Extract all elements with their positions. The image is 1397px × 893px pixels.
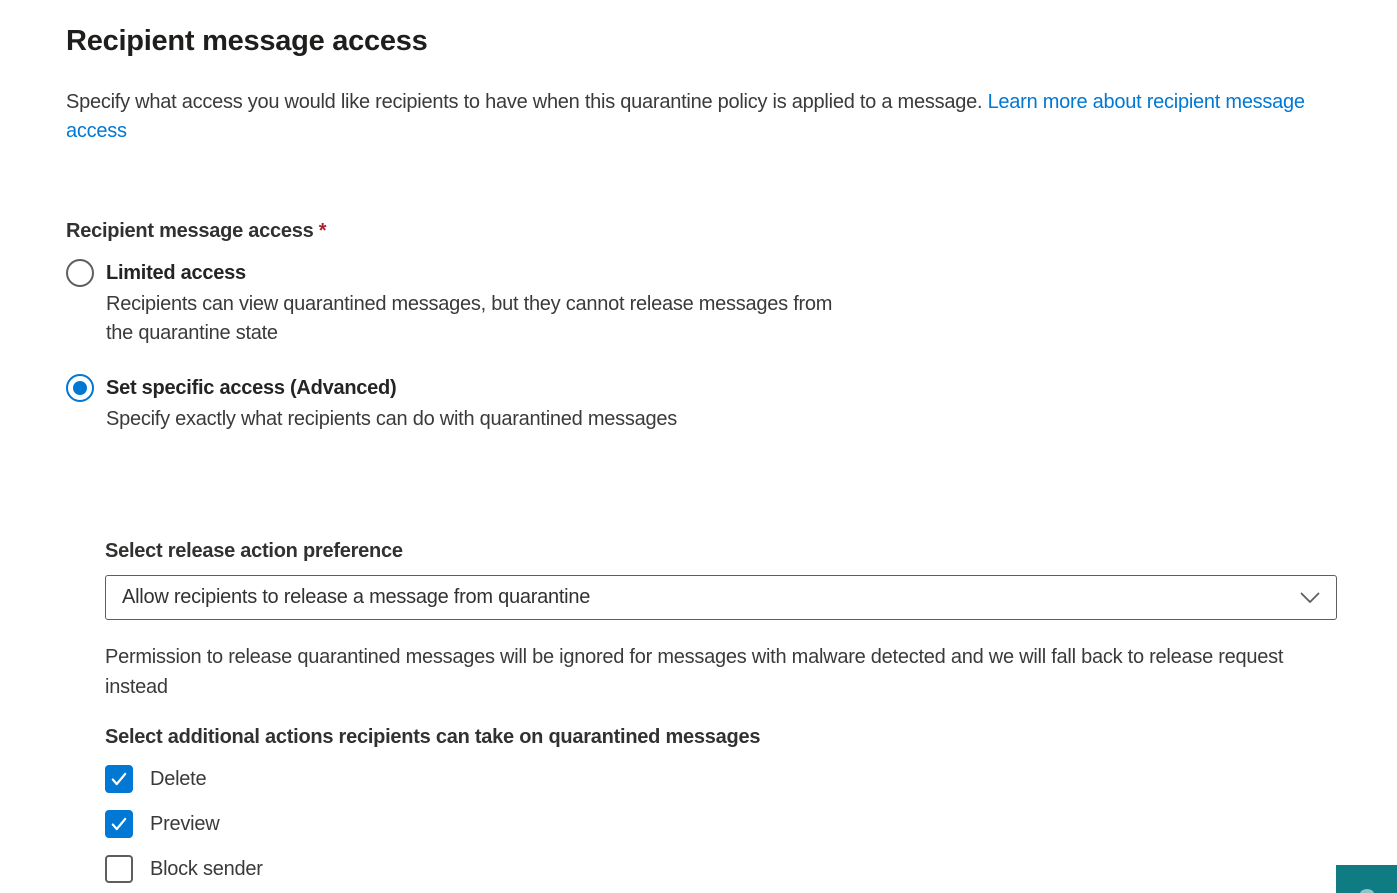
- intro-text: Specify what access you would like recipients to have when this quarantine policy is applied to a message.: [66, 91, 988, 113]
- preview-checkbox[interactable]: [105, 810, 133, 838]
- additional-actions-label: Select additional actions recipients can take on quarantined messages: [105, 726, 761, 748]
- radio-dot: [73, 381, 87, 395]
- radio-option-set-specific-access: [66, 374, 1337, 434]
- additional-actions-list: [105, 765, 1337, 883]
- checkbox-row-block-sender: [105, 855, 1337, 883]
- release-preference-note: Permission to release quarantined messages will be ignored for messages with malware detected and we will fall back to release request instead: [105, 646, 1284, 698]
- checkbox-row-preview: [105, 810, 1337, 838]
- release-preference-dropdown[interactable]: [105, 575, 1337, 620]
- delete-checkbox[interactable]: [105, 765, 133, 793]
- set-specific-access-label[interactable]: Set specific access (Advanced): [106, 377, 397, 399]
- release-preference-label: Select release action preference: [105, 540, 403, 562]
- set-specific-access-description: Specify exactly what recipients can do with quarantined messages: [106, 408, 677, 430]
- limited-access-description: Recipients can view quarantined messages, but they cannot release messages from the quarantine state: [106, 293, 833, 344]
- page-title: Recipient message access: [66, 25, 428, 57]
- limited-access-label[interactable]: Limited access: [106, 262, 246, 284]
- delete-checkbox-label[interactable]: Delete: [150, 767, 207, 790]
- learn-more-link[interactable]: Learn more about recipient message access: [66, 91, 1305, 142]
- access-field-label-text: Recipient message access: [66, 220, 319, 242]
- chevron-down-icon: [1300, 592, 1320, 604]
- intro-paragraph: [66, 88, 1337, 146]
- check-icon: [110, 816, 128, 832]
- checkbox-row-delete: [105, 765, 1337, 793]
- set-specific-access-radio[interactable]: [66, 374, 94, 402]
- block-sender-checkbox[interactable]: [105, 855, 133, 883]
- limited-access-radio[interactable]: [66, 259, 94, 287]
- access-radio-group: [66, 259, 1337, 434]
- access-field-label: [66, 220, 1337, 243]
- block-sender-checkbox-label[interactable]: Block sender: [150, 857, 263, 880]
- help-feedback-button[interactable]: [1336, 865, 1397, 893]
- help-icon: [1360, 889, 1374, 893]
- release-preference-selected-value: Allow recipients to release a message from quarantine: [122, 586, 591, 608]
- check-icon: [110, 771, 128, 787]
- radio-option-limited-access: [66, 259, 1337, 348]
- required-asterisk: *: [318, 220, 327, 242]
- advanced-access-section: [105, 540, 1337, 883]
- preview-checkbox-label[interactable]: Preview: [150, 812, 220, 835]
